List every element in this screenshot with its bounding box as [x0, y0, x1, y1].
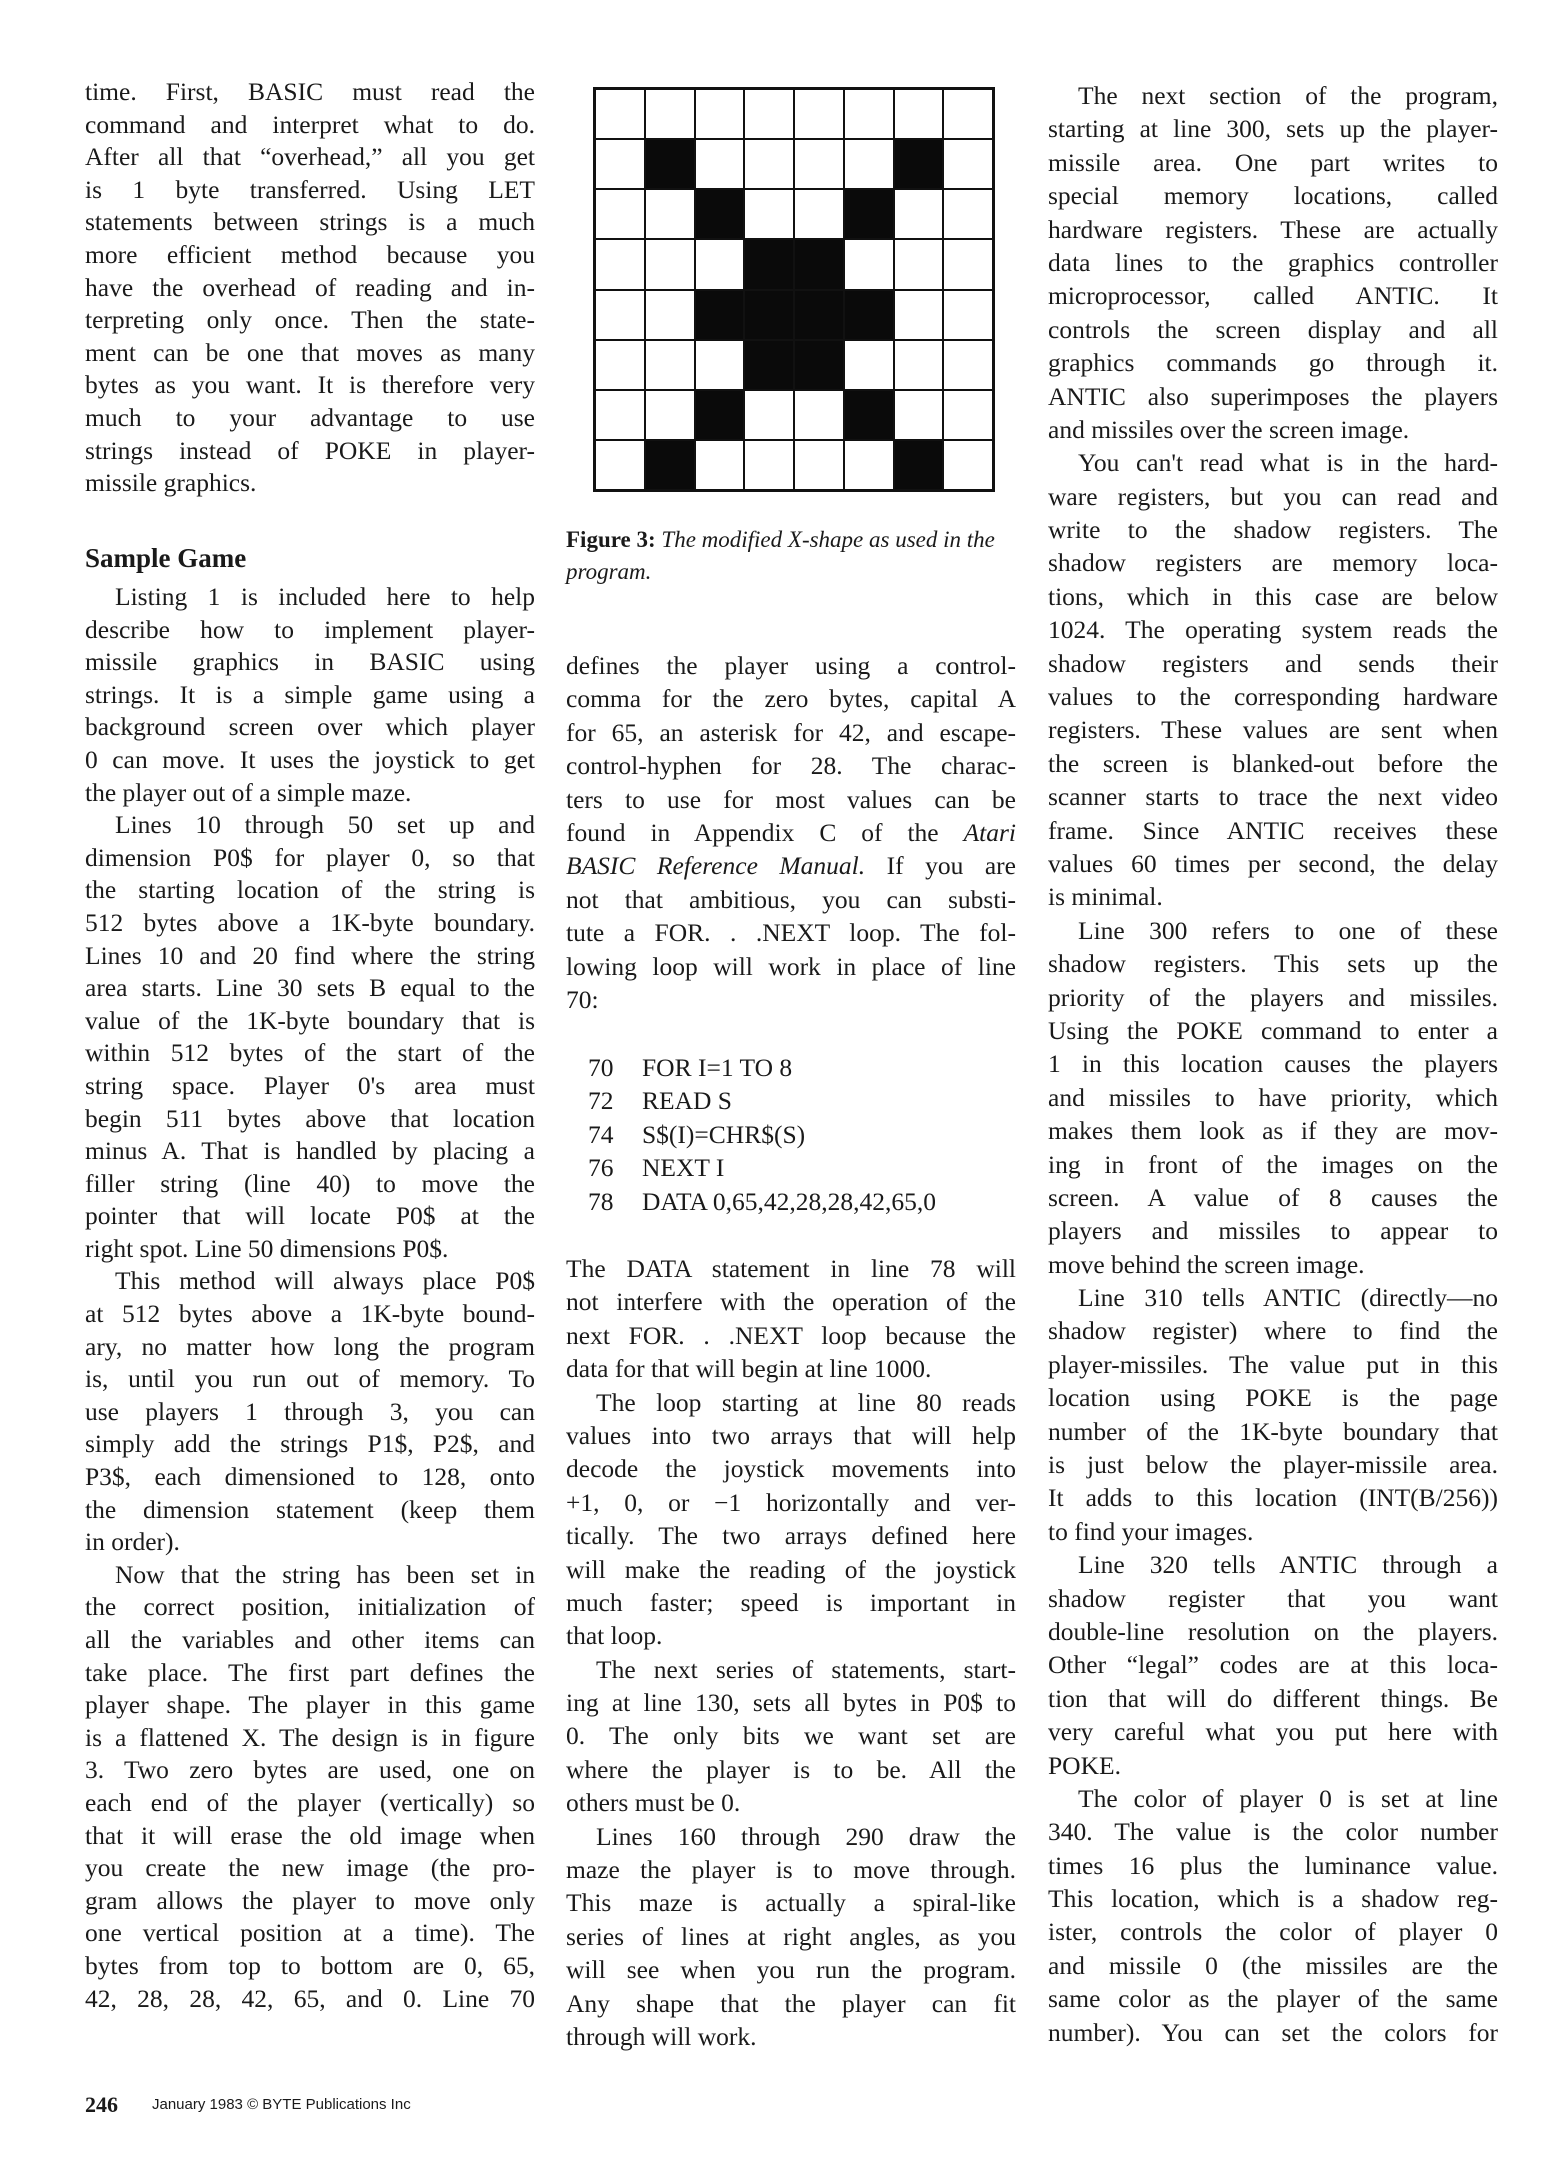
line-number: 74: [588, 1119, 614, 1149]
basic-statement: NEXT I: [642, 1153, 725, 1183]
text-line: special memory locations, called: [1048, 181, 1498, 211]
text-line: frame. Since ANTIC receives these: [1048, 815, 1498, 845]
text-line: Line 320 tells ANTIC through a: [1078, 1550, 1498, 1580]
text-line: decode the joystick movements into: [566, 1454, 1016, 1484]
paragraph: [1048, 446, 1498, 913]
text-line: strings. It is a simple game using a: [85, 679, 535, 709]
text-line: Using the POKE command to enter a: [1048, 1015, 1498, 1045]
text-span: If you are: [865, 851, 1016, 881]
text-line: shadow registers. This sets up the: [1048, 949, 1498, 979]
text-line: bytes as you want. It is therefore very: [85, 370, 535, 400]
figure-label: Figure 3:: [566, 527, 656, 552]
text-line: [566, 816, 1016, 849]
text-line: in order).: [85, 1527, 180, 1557]
text-line: next FOR. . .NEXT loop because the: [566, 1320, 1016, 1350]
text-line: starting at line 300, sets up the player-: [1048, 114, 1498, 144]
line-number: 72: [588, 1086, 614, 1116]
code-line: [566, 1051, 1016, 1084]
text-line: all the variables and other items can: [85, 1625, 535, 1654]
line-number: 70: [588, 1053, 614, 1082]
text-line: hardware registers. These are actually: [1048, 214, 1498, 244]
text-line: write to the shadow registers. The: [1048, 515, 1498, 545]
text-line: one vertical position at a time). The: [85, 1918, 535, 1948]
text-line: Now that the string has been set in: [115, 1559, 535, 1589]
text-line: the correct position, initialization of: [85, 1592, 535, 1622]
text-line: 70:: [566, 984, 599, 1014]
text-line: much faster; speed is important in: [566, 1587, 1016, 1617]
code-line: [566, 1118, 1016, 1151]
text-line: controls the screen display and all: [1048, 314, 1498, 344]
paragraph: [85, 1559, 535, 2015]
text-line: The loop starting at line 80 reads: [596, 1387, 1016, 1417]
text-line: After all that “overhead,” all you get: [85, 142, 535, 172]
text-line: +1, 0, or −1 horizontally and ver-: [566, 1487, 1016, 1517]
text-line: maze the player is to move through.: [566, 1855, 1016, 1885]
text-line: much to your advantage to use: [85, 402, 535, 432]
text-line: tion that will do different things. Be: [1048, 1683, 1498, 1713]
text-line: you create the new image (the pro-: [85, 1853, 535, 1883]
text-line: Other “legal” codes are at this loca-: [1048, 1650, 1498, 1680]
text-line: The next section of the program,: [1078, 81, 1498, 110]
text-line: same color as the player of the same: [1048, 1984, 1498, 2014]
text-line: number). You can set the colors for: [1048, 2017, 1498, 2047]
text-line: lowing loop will work in place of line: [566, 951, 1016, 981]
text-line: This location, which is a shadow reg-: [1048, 1884, 1498, 1914]
text-line: statements between strings is a much: [85, 207, 535, 237]
text-line: The next series of statements, start-: [596, 1654, 1016, 1684]
text-line: the dimension statement (keep them: [85, 1494, 535, 1524]
text-line: screen. A value of 8 causes the: [1048, 1182, 1498, 1212]
text-line: simply add the strings P1$, P2$, and: [85, 1429, 535, 1459]
paragraph: [566, 1252, 1016, 1386]
paragraph: [1048, 79, 1498, 446]
text-line: number of the 1K-byte boundary that: [1048, 1416, 1498, 1446]
text-line: tute a FOR. . .NEXT loop. The fol-: [566, 918, 1016, 948]
code-line: [566, 1151, 1016, 1184]
text-line: tions, which in this case are below: [1048, 581, 1498, 611]
paragraph: [1048, 1782, 1498, 2049]
text-line: priority of the players and missiles.: [1048, 982, 1498, 1012]
text-line: background screen over which player: [85, 712, 535, 742]
text-line: the player out of a simple maze.: [85, 777, 412, 807]
text-line: players and missiles to appear to: [1048, 1216, 1498, 1246]
column-3: [1048, 0, 1498, 2060]
basic-statement: S$(I)=CHR$(S): [642, 1119, 806, 1149]
page-footer: [85, 2092, 411, 2118]
text-line: shadow register) where to find the: [1048, 1316, 1498, 1346]
text-line: ary, no matter how long the program: [85, 1331, 535, 1361]
basic-statement: DATA 0,65,42,28,28,42,65,0: [642, 1186, 937, 1216]
paragraph: [1048, 1548, 1498, 1782]
text-line: comma for the zero bytes, capital A: [566, 684, 1016, 714]
publication-line: January 1983 © BYTE Publications Inc: [152, 2096, 411, 2113]
text-line: is minimal.: [1048, 882, 1163, 912]
text-line: This maze is actually a spiral-like: [566, 1888, 1016, 1918]
line-number: 76: [588, 1153, 614, 1183]
column-2: [566, 0, 1016, 2060]
figure-caption-text: The modified X-shape as used in the program.: [566, 527, 995, 584]
text-line: through will work.: [566, 2021, 757, 2051]
text-line: that loop.: [566, 1621, 663, 1651]
text-line: values to the corresponding hardware: [1048, 682, 1498, 712]
text-line: The DATA statement in line 78 will: [566, 1254, 1016, 1283]
text-line: 1024. The operating system reads the: [1048, 615, 1498, 645]
column-2-body-top: [566, 649, 1016, 1016]
section-heading-sample-game: Sample Game: [85, 543, 247, 573]
text-line: It adds to this location (INT(B/256)): [1048, 1483, 1498, 1513]
text-line: shadow registers and sends their: [1048, 648, 1498, 678]
text-line: player shape. The player in this game: [85, 1690, 535, 1720]
text-line: ment can be one that moves as many: [85, 337, 535, 367]
text-line: values 60 times per second, the delay: [1048, 848, 1498, 878]
text-line: time. First, BASIC must read the: [85, 77, 535, 106]
text-line: Line 300 refers to one of these: [1078, 915, 1498, 945]
text-line: missile graphics.: [85, 468, 257, 498]
text-line: 0 can move. It uses the joystick to get: [85, 744, 535, 774]
text-line: minus A. That is handled by placing a: [85, 1136, 535, 1166]
text-line: is a flattened X. The design is in figure: [85, 1722, 535, 1752]
text-line: area starts. Line 30 sets B equal to the: [85, 973, 535, 1003]
text-line: 512 bytes above a 1K-byte boundary.: [85, 907, 535, 937]
text-line: [566, 849, 1016, 882]
text-line: and missile 0 (the missiles are the: [1048, 1950, 1498, 1980]
paragraph: [85, 581, 535, 809]
text-line: registers. These values are sent when: [1048, 715, 1498, 745]
paragraph: [566, 1820, 1016, 2054]
text-line: each end of the player (vertically) so: [85, 1787, 535, 1817]
text-line: the starting location of the string is: [85, 875, 535, 905]
text-line: defines the player using a control-: [566, 651, 1016, 680]
column-1: [85, 0, 535, 2060]
text-line: command and interpret what to do.: [85, 109, 535, 139]
text-line: is just below the player-missile area.: [1048, 1450, 1498, 1480]
basic-statement: FOR I=1 TO 8: [642, 1053, 793, 1082]
code-line: [566, 1185, 1016, 1218]
text-line: Lines 10 through 50 set up and: [115, 810, 535, 840]
text-line: shadow register that you want: [1048, 1583, 1498, 1613]
text-line: location using POKE is the page: [1048, 1383, 1498, 1413]
text-line: have the overhead of reading and in-: [85, 272, 535, 302]
text-line: 0. The only bits we want set are: [566, 1721, 1016, 1751]
text-line: ANTIC also superimposes the players: [1048, 381, 1498, 411]
text-line: times 16 plus the luminance value.: [1048, 1850, 1498, 1880]
page-number: 246: [85, 2092, 118, 2117]
paragraph: [1048, 914, 1498, 1281]
text-line: Any shape that the player can fit: [566, 1988, 1016, 2018]
text-line: scanner starts to trace the next video: [1048, 782, 1498, 812]
text-line: gram allows the player to move only: [85, 1885, 535, 1915]
paragraph: [85, 1265, 535, 1558]
text-line: dimension P0$ for player 0, so that: [85, 842, 535, 872]
italic-text: BASIC Reference Manual.: [566, 851, 866, 881]
text-line: 3. Two zero bytes are used, one on: [85, 1755, 535, 1785]
text-line: not interfere with the operation of the: [566, 1287, 1016, 1317]
column-2-body-bottom: [566, 1252, 1016, 2053]
text-line: data lines to the graphics controller: [1048, 247, 1498, 277]
text-line: P3$, each dimensioned to 128, onto: [85, 1462, 535, 1492]
text-line: 1 in this location causes the players: [1048, 1049, 1498, 1079]
text-line: begin 511 bytes above that location: [85, 1103, 535, 1133]
text-line: player-missiles. The value put in this: [1048, 1349, 1498, 1379]
text-line: is 1 byte transferred. Using LET: [85, 174, 535, 204]
text-line: Line 310 tells ANTIC (directly—no: [1078, 1283, 1498, 1313]
text-line: values into two arrays that will help: [566, 1420, 1016, 1450]
text-line: not that ambitious, you can substi-: [566, 884, 1016, 914]
text-line: right spot. Line 50 dimensions P0$.: [85, 1233, 449, 1263]
text-line: pointer that will locate P0$ at the: [85, 1201, 535, 1231]
text-line: string space. Player 0's area must: [85, 1070, 535, 1100]
text-line: missile area. One part writes to: [1048, 147, 1498, 177]
text-line: POKE.: [1048, 1750, 1121, 1780]
paragraph: [566, 649, 1016, 1016]
text-line: The color of player 0 is set at line: [1078, 1783, 1498, 1813]
text-line: Listing 1 is included here to help: [115, 582, 535, 611]
text-line: ing in front of the images on the: [1048, 1149, 1498, 1179]
code-line: [566, 1084, 1016, 1117]
text-line: makes them look as if they are mov-: [1048, 1116, 1498, 1146]
text-line: Lines 160 through 290 draw the: [596, 1821, 1016, 1851]
text-line: very careful what you put here with: [1048, 1717, 1498, 1747]
text-line: ister, controls the color of player 0: [1048, 1917, 1498, 1947]
text-line: take place. The first part defines the: [85, 1657, 535, 1687]
paragraph: [1048, 1281, 1498, 1548]
text-line: terpreting only once. Then the state-: [85, 305, 535, 335]
text-line: shadow registers are memory loca-: [1048, 548, 1498, 578]
text-line: data for that will begin at line 1000.: [566, 1354, 932, 1384]
text-line: You can't read what is in the hard-: [1078, 448, 1498, 478]
paragraph: [85, 809, 535, 1265]
code-listing: [566, 1051, 1016, 1218]
italic-text: Atari: [963, 817, 1016, 847]
text-line: more efficient method because you: [85, 239, 535, 269]
basic-statement: READ S: [642, 1086, 732, 1116]
text-line: the screen is blanked-out before the: [1048, 748, 1498, 778]
text-line: value of the 1K-byte boundary that is: [85, 1005, 535, 1035]
text-line: within 512 bytes of the start of the: [85, 1038, 535, 1068]
text-line: tically. The two arrays defined here: [566, 1521, 1016, 1551]
text-line: ing at line 130, sets all bytes in P0$ to: [566, 1688, 1016, 1718]
text-line: move behind the screen image.: [1048, 1249, 1365, 1279]
text-line: will make the reading of the joystick: [566, 1554, 1016, 1584]
text-line: ware registers, but you can read and: [1048, 481, 1498, 511]
text-line: where the player is to be. All the: [566, 1754, 1016, 1784]
column-1-body: [85, 581, 535, 2015]
text-line: and missiles over the screen image.: [1048, 414, 1410, 444]
text-line: strings instead of POKE in player-: [85, 435, 535, 465]
paragraph: [566, 1653, 1016, 1820]
paragraph: [566, 1386, 1016, 1653]
text-line: to find your images.: [1048, 1516, 1254, 1546]
text-line: filler string (line 40) to move the: [85, 1168, 535, 1198]
text-line: will see when you run the program.: [566, 1955, 1016, 1985]
text-line: 42, 28, 28, 42, 65, and 0. Line 70: [85, 1983, 535, 2013]
text-line: graphics commands go through it.: [1048, 348, 1498, 378]
text-line: is, until you run out of memory. To: [85, 1364, 535, 1394]
text-line: and missiles to have priority, which: [1048, 1082, 1498, 1112]
text-line: others must be 0.: [566, 1788, 741, 1818]
text-line: at 512 bytes above a 1K-byte bound-: [85, 1299, 535, 1329]
line-number: 78: [588, 1186, 614, 1216]
text-line: Lines 10 and 20 find where the string: [85, 940, 535, 970]
text-line: bytes from top to bottom are 0, 65,: [85, 1950, 535, 1980]
text-line: double-line resolution on the players.: [1048, 1616, 1498, 1646]
text-line: missile graphics in BASIC using: [85, 647, 535, 677]
text-line: control-hyphen for 28. The charac-: [566, 751, 1016, 781]
text-line: that it will erase the old image when: [85, 1820, 535, 1850]
text-span: found in Appendix C of the: [566, 817, 964, 847]
text-line: This method will always place P0$: [115, 1266, 535, 1296]
text-line: use players 1 through 3, you can: [85, 1396, 535, 1426]
text-line: series of lines at right angles, as you: [566, 1921, 1016, 1951]
text-line: 340. The value is the color number: [1048, 1817, 1498, 1847]
text-line: for 65, an asterisk for 42, and escape-: [566, 717, 1016, 747]
column-3-body: [1048, 79, 1498, 2049]
column-1-intro: [85, 76, 535, 500]
text-line: microprocessor, called ANTIC. It: [1048, 281, 1498, 311]
text-line: ters to use for most values can be: [566, 784, 1016, 814]
paragraph: [85, 76, 535, 500]
text-line: describe how to implement player-: [85, 614, 535, 644]
